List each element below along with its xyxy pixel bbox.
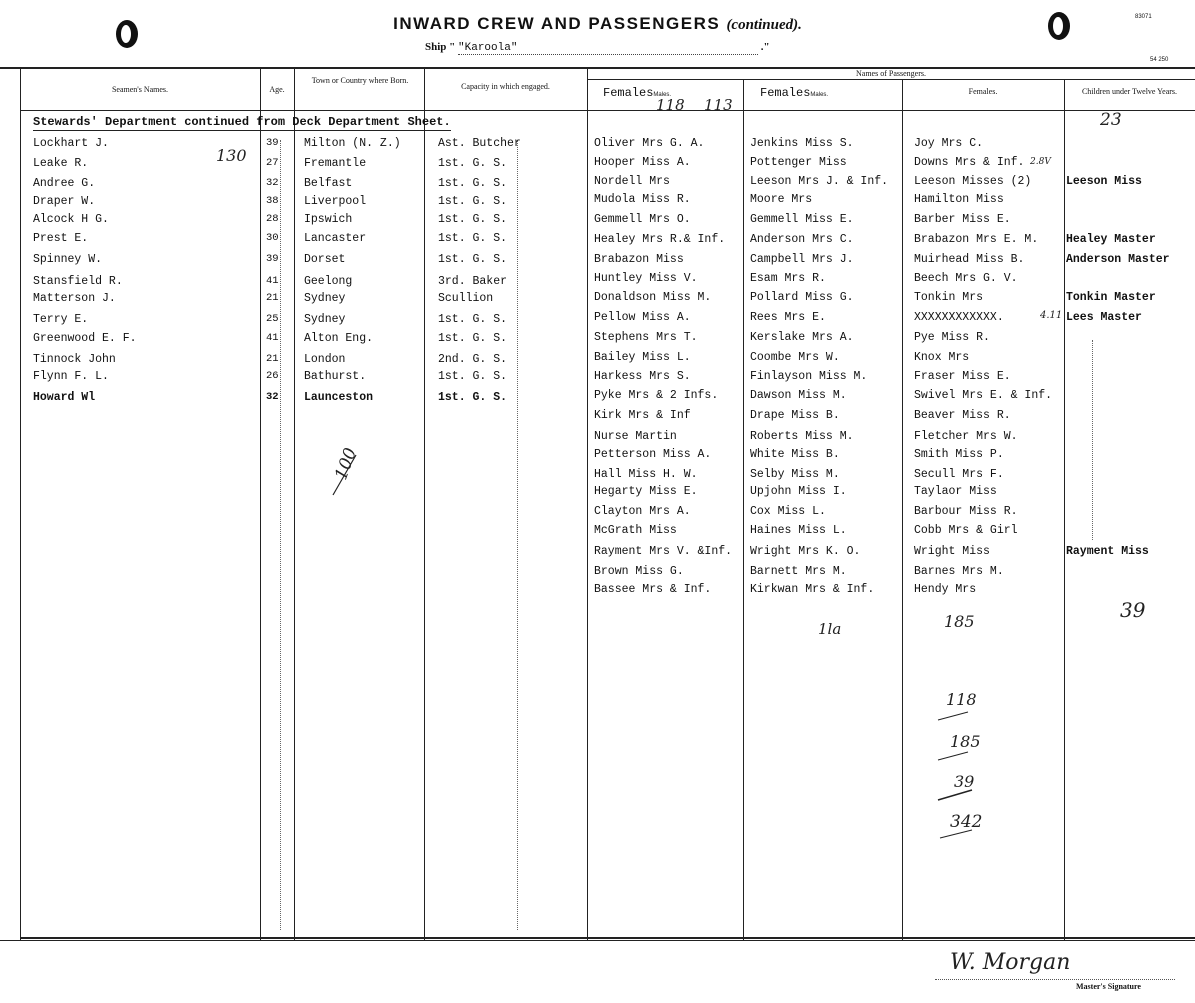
passenger-col2: Gemmell Miss E. bbox=[750, 213, 854, 226]
passenger-col3: Leeson Misses (2) bbox=[914, 175, 1032, 188]
signature-line bbox=[935, 979, 1175, 980]
crew-age: 26 bbox=[266, 370, 279, 382]
crew-name: Matterson J. bbox=[33, 292, 116, 305]
header-females-2: FemalesMales. bbox=[760, 86, 829, 100]
crew-born: Milton (N. Z.) bbox=[304, 137, 401, 150]
passenger-col3: Barbour Miss R. bbox=[914, 505, 1018, 518]
note-sum-3: 39 bbox=[954, 772, 975, 791]
passenger-col1: Brabazon Miss bbox=[594, 253, 684, 266]
header-capacity: Capacity in which engaged. bbox=[461, 82, 550, 91]
crew-name: Stansfield R. bbox=[33, 275, 123, 288]
passenger-col2: Leeson Mrs J. & Inf. bbox=[750, 175, 889, 188]
form-reference: 54 250 bbox=[1150, 57, 1169, 63]
crew-born: Liverpool bbox=[304, 195, 367, 208]
crew-age: 32 bbox=[266, 177, 279, 189]
passenger-col1: Petterson Miss A. bbox=[594, 448, 712, 461]
crew-capacity: 2nd. G. S. bbox=[438, 353, 508, 366]
crew-age: 41 bbox=[266, 332, 279, 344]
child-passenger: Healey Master bbox=[1066, 233, 1156, 246]
passenger-col2: Finlayson Miss M. bbox=[750, 370, 868, 383]
passenger-col3: Tonkin Mrs bbox=[914, 291, 984, 304]
crew-age: 28 bbox=[266, 213, 279, 225]
child-passenger: Tonkin Master bbox=[1066, 291, 1156, 304]
crew-born: Dorset bbox=[304, 253, 346, 266]
crew-born: Lancaster bbox=[304, 232, 367, 245]
header-females-1: FemalesMales. bbox=[603, 86, 672, 100]
passenger-col1: Bassee Mrs & Inf. bbox=[594, 583, 712, 596]
note-males-count: 118 bbox=[656, 96, 685, 114]
passenger-col3: Barnes Mrs M. bbox=[914, 565, 1004, 578]
passenger-col1: Kirk Mrs & Inf bbox=[594, 409, 691, 422]
title-suffix: (continued). bbox=[726, 17, 802, 33]
crew-age: 30 bbox=[266, 232, 279, 244]
passenger-col1: Healey Mrs R.& Inf. bbox=[594, 233, 726, 246]
passenger-col1: Mudola Miss R. bbox=[594, 193, 691, 206]
passenger-col1: Rayment Mrs V. &Inf. bbox=[594, 545, 733, 558]
crew-age: 41 bbox=[266, 275, 279, 287]
passenger-col2: Barnett Mrs M. bbox=[750, 565, 847, 578]
crew-born: Belfast bbox=[304, 177, 353, 190]
crew-born: Bathurst. bbox=[304, 370, 367, 383]
child-passenger: Leeson Miss bbox=[1066, 175, 1142, 188]
passenger-col2: Upjohn Miss I. bbox=[750, 485, 847, 498]
passenger-col2: Haines Miss L. bbox=[750, 524, 847, 537]
passenger-col3: Secull Mrs F. bbox=[914, 468, 1004, 481]
note-lockhart: 130 bbox=[216, 146, 247, 165]
header-females-3: Females. bbox=[968, 87, 998, 96]
passenger-col2: Pollard Miss G. bbox=[750, 291, 854, 304]
note-crew-total: 100 bbox=[331, 445, 362, 483]
crew-capacity: 3rd. Baker bbox=[438, 275, 508, 288]
passenger-col3: Beaver Miss R. bbox=[914, 409, 1011, 422]
crew-born: Fremantle bbox=[304, 157, 367, 170]
header-passengers: Names of Passengers. bbox=[856, 69, 926, 78]
crew-age: 21 bbox=[266, 292, 279, 304]
crew-age: 21 bbox=[266, 353, 279, 365]
passenger-col2: Dawson Miss M. bbox=[750, 389, 847, 402]
crew-name: Draper W. bbox=[33, 195, 96, 208]
crew-name: Flynn F. L. bbox=[33, 370, 109, 383]
crew-born: London bbox=[304, 353, 346, 366]
passenger-col3: Taylaor Miss bbox=[914, 485, 997, 498]
passenger-col2: Wright Mrs K. O. bbox=[750, 545, 861, 558]
passenger-col1: Hegarty Miss E. bbox=[594, 485, 698, 498]
ship-line: Ship " "Karoola" ." bbox=[425, 41, 770, 54]
child-passenger: Lees Master bbox=[1066, 311, 1142, 324]
crew-name: Terry E. bbox=[33, 313, 89, 326]
note-col3-total: 185 bbox=[944, 612, 975, 631]
passenger-col3: Brabazon Mrs E. M. bbox=[914, 233, 1039, 246]
passenger-col3: Smith Miss P. bbox=[914, 448, 1004, 461]
passenger-col1: Nordell Mrs bbox=[594, 175, 670, 188]
crew-name: Alcock H G. bbox=[33, 213, 109, 226]
crew-capacity: 1st. G. S. bbox=[438, 195, 508, 208]
passenger-col2: Jenkins Miss S. bbox=[750, 137, 854, 150]
passenger-col1: Oliver Mrs G. A. bbox=[594, 137, 705, 150]
crew-capacity: 1st. G. S. bbox=[438, 213, 508, 226]
passenger-col3: Joy Mrs C. bbox=[914, 137, 984, 150]
crew-age: 39 bbox=[266, 253, 279, 265]
passenger-col1: Stephens Mrs T. bbox=[594, 331, 698, 344]
child-passenger: Anderson Master bbox=[1066, 253, 1170, 266]
passenger-col2: Coombe Mrs W. bbox=[750, 351, 840, 364]
signature-label: Master's Signature bbox=[1076, 982, 1141, 991]
crew-capacity: 1st. G. S. bbox=[438, 370, 508, 383]
crew-capacity: 1st. G. S. bbox=[438, 313, 508, 326]
passenger-col2: Moore Mrs bbox=[750, 193, 813, 206]
passenger-col3: Hamilton Miss bbox=[914, 193, 1004, 206]
crew-name: Howard Wl bbox=[33, 391, 96, 404]
passenger-col2: Kirkwan Mrs & Inf. bbox=[750, 583, 875, 596]
crew-capacity: 1st. G. S. bbox=[438, 177, 508, 190]
passenger-col1: Huntley Miss V. bbox=[594, 272, 698, 285]
crew-born: Ipswich bbox=[304, 213, 353, 226]
note-males-count-2: 113 bbox=[704, 96, 733, 114]
passenger-col1: Nurse Martin bbox=[594, 430, 677, 443]
crew-capacity: 1st. G. S. bbox=[438, 157, 508, 170]
form-number: 83071 bbox=[1135, 14, 1152, 20]
passenger-col2: Drape Miss B. bbox=[750, 409, 840, 422]
passenger-col3: Wright Miss bbox=[914, 545, 990, 558]
passenger-col3: Fraser Miss E. bbox=[914, 370, 1011, 383]
header-age: Age. bbox=[269, 85, 285, 94]
passenger-col3: Cobb Mrs & Girl bbox=[914, 524, 1018, 537]
passenger-col3: Downs Mrs & Inf. bbox=[914, 156, 1025, 169]
ship-label: Ship bbox=[425, 41, 447, 53]
crew-age: 39 bbox=[266, 137, 279, 149]
note-downs: 2.8V bbox=[1030, 157, 1051, 167]
crew-born: Alton Eng. bbox=[304, 332, 374, 345]
header-born: Town or Country where Born. bbox=[311, 76, 409, 85]
crew-age: 32 bbox=[266, 391, 279, 403]
passenger-col3: XXXXXXXXXXXX. bbox=[914, 311, 1004, 324]
passenger-col3: Pye Miss R. bbox=[914, 331, 990, 344]
crew-name: Tinnock John bbox=[33, 353, 116, 366]
passenger-col1: Hall Miss H. W. bbox=[594, 468, 698, 481]
passenger-col1: Harkess Mrs S. bbox=[594, 370, 691, 383]
passenger-col2: Cox Miss L. bbox=[750, 505, 826, 518]
passenger-col2: Rees Mrs E. bbox=[750, 311, 826, 324]
passenger-col2: Roberts Miss M. bbox=[750, 430, 854, 443]
passenger-col2: Anderson Mrs C. bbox=[750, 233, 854, 246]
passenger-col1: Hooper Miss A. bbox=[594, 156, 691, 169]
note-sum-1: 118 bbox=[946, 690, 977, 709]
crew-born: Sydney bbox=[304, 292, 346, 305]
passenger-col1: McGrath Miss bbox=[594, 524, 677, 537]
passenger-col3: Swivel Mrs E. & Inf. bbox=[914, 389, 1053, 402]
passenger-col3: Beech Mrs G. V. bbox=[914, 272, 1018, 285]
passenger-col2: White Miss B. bbox=[750, 448, 840, 461]
crew-born: Sydney bbox=[304, 313, 346, 326]
crew-name: Prest E. bbox=[33, 232, 89, 245]
section-note: Stewards' Department continued from Deck Department Sheet. bbox=[33, 115, 451, 129]
note-sum-4: 342 bbox=[950, 812, 983, 832]
passenger-col1: Pellow Miss A. bbox=[594, 311, 691, 324]
passenger-col2: Kerslake Mrs A. bbox=[750, 331, 854, 344]
crew-name: Lockhart J. bbox=[33, 137, 109, 150]
passenger-col2: Esam Mrs R. bbox=[750, 272, 826, 285]
note-children-top: 23 bbox=[1100, 110, 1122, 130]
note-children-total: 39 bbox=[1120, 598, 1146, 622]
crew-age: 27 bbox=[266, 157, 279, 169]
passenger-col1: Bailey Miss L. bbox=[594, 351, 691, 364]
passenger-col3: Knox Mrs bbox=[914, 351, 970, 364]
crew-capacity: 1st. G. S. bbox=[438, 332, 508, 345]
crew-born: Launceston bbox=[304, 391, 374, 404]
crew-age: 38 bbox=[266, 195, 279, 207]
note-xxx: 4.11 bbox=[1040, 310, 1063, 321]
crew-capacity: 1st. G. S. bbox=[438, 232, 508, 245]
crew-name: Andree G. bbox=[33, 177, 96, 190]
crew-capacity: 1st. G. S. bbox=[438, 391, 508, 404]
crew-name: Leake R. bbox=[33, 157, 89, 170]
child-passenger: Rayment Miss bbox=[1066, 545, 1149, 558]
passenger-col1: Gemmell Mrs O. bbox=[594, 213, 691, 226]
crew-name: Spinney W. bbox=[33, 253, 103, 266]
crew-capacity: Scullion bbox=[438, 292, 494, 305]
crew-age: 25 bbox=[266, 313, 279, 325]
passenger-col1: Brown Miss G. bbox=[594, 565, 684, 578]
passenger-col2: Selby Miss M. bbox=[750, 468, 840, 481]
crew-capacity: Ast. Butcher bbox=[438, 137, 521, 150]
master-signature: W. Morgan bbox=[950, 950, 1071, 975]
crew-born: Geelong bbox=[304, 275, 353, 288]
crew-capacity: 1st. G. S. bbox=[438, 253, 508, 266]
passenger-col3: Fletcher Mrs W. bbox=[914, 430, 1018, 443]
header-children: Children under Twelve Years. bbox=[1081, 87, 1178, 96]
passenger-col3: Barber Miss E. bbox=[914, 213, 1011, 226]
passenger-col1: Donaldson Miss M. bbox=[594, 291, 712, 304]
title-main: INWARD CREW AND PASSENGERS bbox=[393, 14, 721, 33]
ship-name: "Karoola" bbox=[458, 42, 758, 55]
passenger-col1: Pyke Mrs & 2 Infs. bbox=[594, 389, 719, 402]
passenger-col1: Clayton Mrs A. bbox=[594, 505, 691, 518]
passenger-col2: Pottenger Miss bbox=[750, 156, 847, 169]
crew-name: Greenwood E. F. bbox=[33, 332, 137, 345]
note-col2-total: 1la bbox=[818, 620, 842, 638]
passenger-col2: Campbell Mrs J. bbox=[750, 253, 854, 266]
passenger-col3: Muirhead Miss B. bbox=[914, 253, 1025, 266]
header-names: Seamen's Names. bbox=[111, 85, 169, 94]
passenger-col3: Hendy Mrs bbox=[914, 583, 977, 596]
note-sum-2: 185 bbox=[950, 732, 981, 751]
